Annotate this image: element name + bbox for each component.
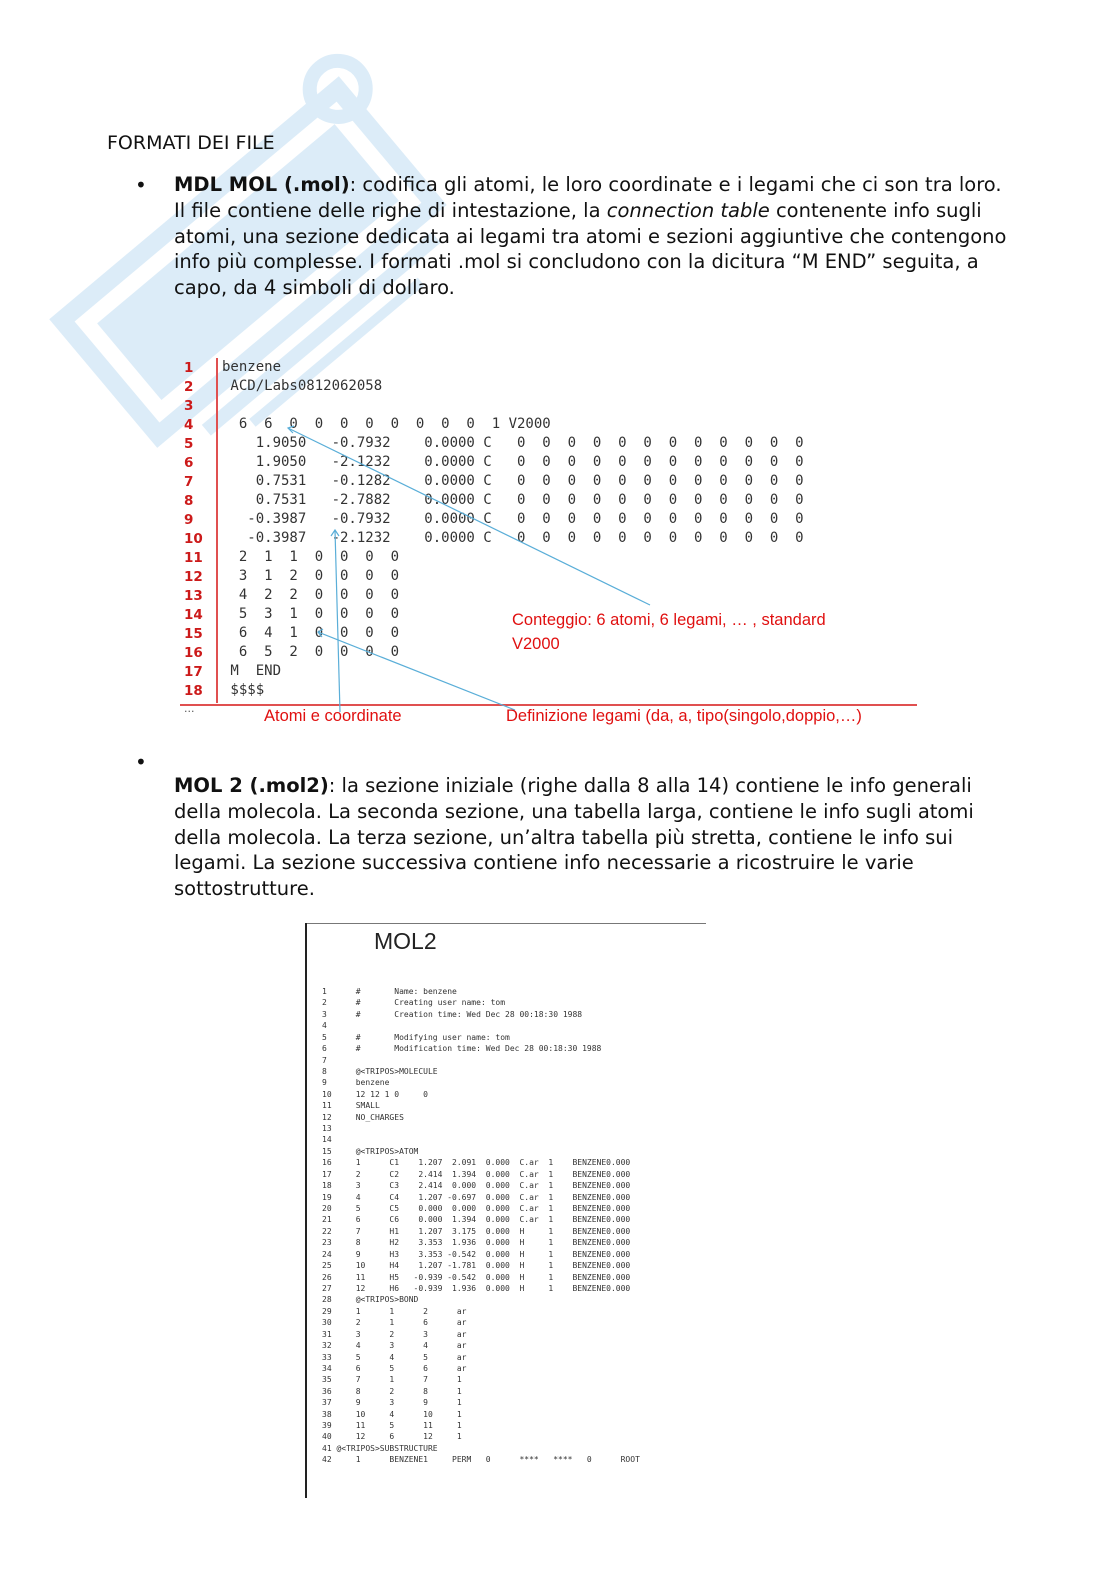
mol2-file-figure [296, 920, 708, 1502]
line-number: 16 [184, 645, 203, 661]
line-number: 9 [184, 512, 194, 528]
line-number: 4 [184, 417, 194, 433]
line-number: 5 [184, 436, 194, 452]
annotation-arrows [180, 352, 930, 732]
mdl-mol-text-b: contenente info sugli atomi, una sezione dedicata ai legami tra atomi e sezioni aggiuntive che contengono info più complesse. I formati .mol si concludono con la dicitura “M END” seguita, a capo, da 4 simboli di dollaro. [174, 198, 1007, 300]
mdl-mol-text-a: : codifica gli atomi, le loro coordinate e i legami che ci son tra loro. Il file contiene delle righe di intestazione, la [174, 173, 1002, 222]
line-number: 12 [184, 569, 203, 585]
connection-table-term: connection table [606, 198, 770, 222]
annotation-count: Conteggio: 6 atomi, 6 legami, … , standard [512, 611, 826, 629]
line-number: 14 [184, 607, 203, 623]
line-number: 15 [184, 626, 203, 642]
line-number: 8 [184, 493, 194, 509]
line-number: 18 [184, 683, 203, 699]
line-number: 7 [184, 474, 194, 490]
annotation-bonds: Definizione legami (da, a, tipo(singolo,doppio,…) [506, 707, 862, 725]
mol2-title: MOL 2 (.mol2) [174, 774, 329, 797]
mol2-file-code: 1 # Name: benzene 2 # Creating user name: tom 3 # Creation time: Wed Dec 28 00:18:30 1988 4 5 # Modifying user name: tom 6 # Modification time: Wed Dec 28 00:18:30 1988 7 8 @<TRIPOS>MOLECULE 9 benzene 10 12 12 1 0 0 11 SMALL 12 NO_CHARGES 13 14 15 @<TRIPOS>ATOM 16 1 C1 1.207 2.091 0.000 C.ar 1 BENZENE0.000 17 2 C2 2.414 1.394 0.000 C.ar 1 BENZENE0.000 18 3 C3 2.414 0.000 0.000 C.ar 1 BENZENE0.000 19 4 C4 1.207 -0.697 0.000 C.ar 1 BENZENE0.000 20 5 C5 0.000 0.000 0.000 C.ar 1 BENZENE0.000 21 6 C6 0.000 1.394 0.000 C.ar 1 BENZENE0.000 22 7 H1 1.207 3.175 0.000 H 1 BENZENE0.000 23 8 H2 3.353 1.936 0.000 H 1 BENZENE0.000 24 9 H3 3.353 -0.542 0.000 H 1 BENZENE0.000 25 10 H4 1.207 -1.781 0.000 H 1 BENZENE0.000 26 11 H5 -0.939 -0.542 0.000 H 1 BENZENE0.000 27 12 H6 -0.939 1.936 0.000 H 1 BENZENE0.000 28 @<TRIPOS>BOND 29 1 1 2 ar 30 2 1 6 ar 31 3 2 3 ar 32 4 3 4 ar 33 5 4 5 ar 34 6 5 6 ar 35 7 1 7 1 36 8 2 8 1 37 9 3 9 1 38 10 4 10 1 39 11 5 11 1 40 12 6 12 1 41 @<TRIPOS>SUBSTRUCTURE 42 1 BENZENE1 PERM 0 **** **** 0 ROOT [322, 987, 640, 1465]
mol2-left-rule [305, 923, 307, 1498]
bullet-marker: • [135, 173, 147, 197]
annotation-count-version: V2000 [512, 635, 560, 653]
figure-ellipsis: ... [184, 702, 195, 715]
mol2-figure-title: MOL2 [374, 928, 437, 954]
line-number: 13 [184, 588, 203, 604]
line-number: 6 [184, 455, 194, 471]
line-number: 11 [184, 550, 203, 566]
mdl-mol-title: MDL MOL (.mol) [174, 173, 350, 196]
bullet-marker-2: • [135, 750, 147, 774]
line-number: 2 [184, 379, 194, 395]
mol-file-code: benzene ACD/Labs0812062058 6 6 0 0 0 0 0 0 0 0 1 V2000 1.9050 -0.7932 0.0000 C 0 0 0 0 0 0 0 0 0 0 0 0 1.9050 -2.1232 0.0000 C 0 0 0 0 0 0 0 0 0 0 0 0 0.7531 -0.1282 0.0000 C 0 0 0 0 0 0 0 0 0 0 0 0 0.7531 -2.7882 0.0000 C 0 0 0 0 0 0 0 0 0 0 0 0 -0.3987 -0.7932 0.0000 C 0 0 0 0 0 0 0 0 0 0 0 0 -0.3987 -2.1232 0.0000 C 0 0 0 0 0 0 0 0 0 0 0 0 2 1 1 0 0 0 0 3 1 2 0 0 0 0 4 2 2 0 0 0 0 5 3 1 0 0 0 0 6 4 1 0 0 0 0 6 5 2 0 0 0 0 M END $$$$ [222, 359, 804, 698]
mol2-top-rule [306, 923, 706, 924]
line-number: 17 [184, 664, 203, 680]
mol2-text: : la sezione iniziale (righe dalla 8 alla 14) contiene le info generali della molecola. La seconda sezione, una tabella larga, contiene le info sugli atomi della molecola. La terza sezione, un’altra tabella più stretta, contiene le info sui legami. La sezione successiva contiene info necessarie a ricostruire le varie sottostrutture. [174, 774, 974, 901]
mol-file-figure [180, 352, 930, 732]
mdl-mol-paragraph [174, 172, 1014, 301]
page-heading: FORMATI DEI FILE [107, 132, 275, 154]
annotation-atoms: Atomi e coordinate [264, 707, 402, 725]
line-number: 3 [184, 398, 194, 414]
mol2-paragraph [174, 773, 1004, 902]
line-number: 1 [184, 360, 194, 376]
line-number: 10 [184, 531, 203, 547]
